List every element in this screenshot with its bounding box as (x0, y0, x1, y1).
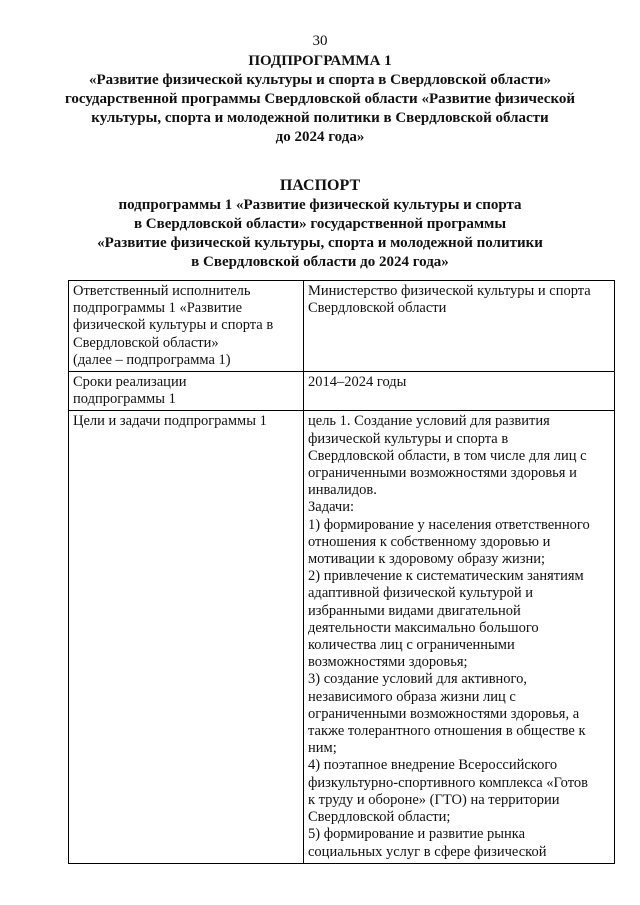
row-value-line: к труду и обороне» (ГТО) на территории (308, 791, 560, 808)
subprogram-title-line: до 2024 года» (275, 129, 365, 145)
row-value-line: количества лиц с ограниченными (308, 637, 515, 654)
row-value-line: инвалидов. (308, 482, 377, 499)
row-label-line: Ответственный исполнитель (73, 283, 251, 299)
row-label-line: Цели и задачи подпрограммы 1 (73, 413, 267, 430)
subprogram-title-line: государственной программы Свердловской области «Развитие физической (64, 91, 576, 107)
row-value-line: также толерантного отношения в обществе к (308, 723, 586, 740)
table-row (69, 372, 615, 411)
row-label-cell (69, 411, 304, 863)
row-label-line: (далее – подпрограмма 1) (73, 351, 231, 368)
passport-title-line: в Свердловской области» государственной программы (133, 216, 507, 232)
row-value-line: Задачи: (308, 499, 355, 516)
passport-title-line: подпрограммы 1 «Развитие физической культуры и спорта (118, 197, 522, 213)
row-label-line: Свердловской области» (73, 334, 219, 351)
row-value-line: 5) формирование и развитие рынка (308, 826, 526, 843)
passport-title: ПАСПОРТ (279, 177, 361, 194)
page-number: 30 (312, 33, 328, 49)
row-value-line: возможностями здоровья; (308, 654, 468, 671)
row-value-line: отношения к собственному здоровью и (308, 533, 551, 550)
table-row (69, 281, 615, 372)
row-value-line: Свердловской области (308, 300, 447, 317)
row-value-line: адаптивной физической культурой и (308, 585, 534, 602)
row-label-line: физической культуры и спорта в (73, 317, 274, 334)
passport-table (68, 280, 615, 864)
subprogram-title: ПОДПРОГРАММА 1 (248, 53, 392, 69)
row-value-line: 4) поэтапное внедрение Всероссийского (308, 757, 558, 774)
row-value-cell (304, 372, 615, 411)
row-value-line: 1) формирование у населения ответственного (308, 516, 590, 533)
row-label-cell (69, 281, 304, 372)
row-value-line: независимого образа жизни лиц с (308, 688, 516, 705)
row-value-line: 3) создание условий для активного, (308, 671, 528, 688)
row-value-line: 2) привлечение к систематическим занятиям (308, 568, 584, 585)
row-value-line: 2014–2024 годы (308, 374, 407, 391)
passport-title-line: «Развитие физической культуры, спорта и молодежной политики (97, 235, 543, 251)
row-value-line: Министерство физической культуры и спорта (308, 283, 591, 299)
row-value-line: ним; (308, 740, 337, 757)
row-value-line: ограниченными возможностями здоровья, а (308, 705, 580, 722)
row-label-line: Сроки реализации (73, 374, 187, 391)
row-value-line: Свердловской области; (308, 809, 451, 826)
subprogram-heading (0, 52, 640, 147)
passport-title-line: в Свердловской области до 2024 года» (191, 254, 449, 270)
table-row (69, 411, 615, 863)
row-value-line: ограниченными возможностями здоровья и (308, 465, 577, 482)
row-value-cell (304, 281, 615, 372)
row-label-line: подпрограммы 1 «Развитие (73, 300, 243, 317)
row-value-line: социальных услуг в сфере физической (308, 843, 547, 860)
row-value-line: деятельности максимально большого (308, 619, 539, 636)
row-value-line: Свердловской области, в том числе для лиц с (308, 447, 587, 464)
row-value-line: мотивации к здоровому образу жизни; (308, 551, 546, 568)
row-value-line: физической культуры и спорта в (308, 430, 509, 447)
passport-heading (0, 176, 640, 272)
row-value-line: избранными видами двигательной (308, 602, 521, 619)
subprogram-title-line: культуры, спорта и молодежной политики в Свердловской области (91, 110, 549, 126)
row-value-line: цель 1. Создание условий для развития (308, 413, 550, 430)
row-value-cell (304, 411, 615, 863)
subprogram-title-line: «Развитие физической культуры и спорта в Свердловской области» (89, 72, 551, 88)
row-value-line: физкультурно-спортивного комплекса «Готов (308, 774, 588, 791)
row-label-line: подпрограммы 1 (73, 391, 176, 408)
row-label-cell (69, 372, 304, 411)
